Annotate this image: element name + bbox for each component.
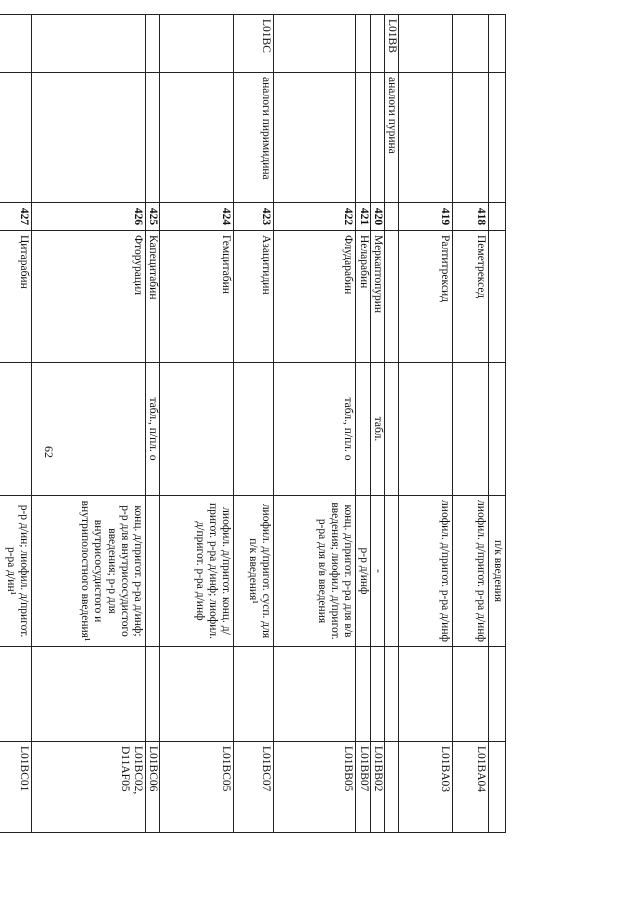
header-cell [489,231,506,363]
table-row [146,15,160,833]
table-row [453,15,489,833]
drug-name-cell: Неларабин [356,231,370,363]
oral-form-cell: табл., п/пл. о [274,363,356,496]
group-cell [399,73,453,203]
table-row [356,15,370,833]
empty-cell [146,647,160,742]
code-cell [274,15,356,73]
header-cell [489,363,506,496]
table-row [234,15,274,833]
atc-code-cell: L01BC01 [0,742,32,833]
table-row [399,15,453,833]
code-cell [453,15,489,73]
code-cell [146,15,160,73]
table-row [160,15,234,833]
injection-form-cell: р-р д/инф [356,496,370,647]
code-cell [0,15,32,73]
number-cell: 425 [146,203,160,231]
number-cell: 421 [356,203,370,231]
drug-name-cell: Ралтитрексид [399,231,453,363]
code-cell [370,15,384,73]
header-cell [489,73,506,203]
injection-form-cell [146,496,160,647]
oral-form-cell [234,363,274,496]
injection-form-cell: лиофил. д/пригот. р-ра д/инф [399,496,453,647]
number-cell: 418 [453,203,489,231]
table-row [370,15,384,833]
group-cell [146,73,160,203]
code-cell: L01BB [384,15,398,73]
drug-name-cell: Меркаптопурин [370,231,384,363]
number-cell: 427 [0,203,32,231]
empty-cell [32,647,146,742]
drug-name-cell: Гемцитабин [160,231,234,363]
number-cell: 422 [274,203,356,231]
empty-cell [453,647,489,742]
form-header: п/к введения [489,496,506,647]
drug-name-cell: Флударабин [274,231,356,363]
oral-form-cell [453,363,489,496]
atc-code-cell: L01BB02 [370,742,384,833]
injection-form-cell [384,496,398,647]
injection-form-cell: - [370,496,384,647]
injection-form-cell: конц. д/пригот. р-ра для в/в введения; лиофил. д/пригот. р-ра для в/в введения [274,496,356,647]
atc-code-cell: L01BB05 [274,742,356,833]
drug-name-cell: Азацитидин [234,231,274,363]
header-cell [489,742,506,833]
atc-code-cell: L01BA04 [453,742,489,833]
table-row [274,15,356,833]
empty-cell [384,647,398,742]
empty-cell [370,647,384,742]
atc-code-cell: L01BB07 [356,742,370,833]
empty-cell [0,647,32,742]
group-cell [453,73,489,203]
table-row [384,15,398,833]
code-cell [399,15,453,73]
drug-name-cell: Цитарабин [0,231,32,363]
group-cell [274,73,356,203]
injection-form-cell: лиофил. д/пригот. конц. д/пригот. р-ра д/инф; лиофил. д/пригот. р-ра д/инф [160,496,234,647]
group-cell [0,73,32,203]
header-row [489,15,506,833]
empty-cell [356,647,370,742]
drug-name-cell: Фторурацил [32,231,146,363]
oral-form-cell [160,363,234,496]
group-cell: аналоги пурина [384,73,398,203]
drug-name-cell [384,231,398,363]
oral-form-cell [384,363,398,496]
number-cell: 419 [399,203,453,231]
oral-form-cell [0,363,32,496]
table-row [0,15,32,833]
number-cell [384,203,398,231]
group-cell [160,73,234,203]
empty-cell [274,647,356,742]
number-cell: 423 [234,203,274,231]
code-cell [160,15,234,73]
empty-cell [234,647,274,742]
group-cell [370,73,384,203]
code-cell: L01BC [234,15,274,73]
oral-form-cell [32,363,146,496]
atc-code-cell: L01BC06 [146,742,160,833]
atc-code-cell: L01BA03 [399,742,453,833]
group-cell: аналоги пиримидина [234,73,274,203]
number-cell: 426 [32,203,146,231]
number-cell: 420 [370,203,384,231]
injection-form-cell: лиофил. д/пригот. р-ра д/инф [453,496,489,647]
atc-code-cell: L01BC07 [234,742,274,833]
oral-form-cell [356,363,370,496]
group-cell [356,73,370,203]
empty-cell [399,647,453,742]
atc-code-cell: L01BC05 [160,742,234,833]
drug-table [0,14,506,833]
drug-name-cell: Пеметрексед [453,231,489,363]
header-cell [489,15,506,73]
injection-form-cell: конц. д/пригот. р-ра д/инф; р-р для внутрисосудистого введения; р-р для внутрисосудистого и внутриполостного введения¹ [32,496,146,647]
drug-name-cell: Капецитабин [146,231,160,363]
atc-code-cell [384,742,398,833]
atc-code-cell: L01BC02, D11AF05 [32,742,146,833]
header-cell [489,647,506,742]
header-cell [489,203,506,231]
oral-form-cell: табл. [370,363,384,496]
injection-form-cell: лиофил. д/пригот. сусп. для п/к введения¹ [234,496,274,647]
oral-form-cell: табл., п/пл. о [146,363,160,496]
page-number: 62 [42,446,56,458]
code-cell [356,15,370,73]
oral-form-cell [399,363,453,496]
table-row [32,15,146,833]
code-cell [32,15,146,73]
group-cell [32,73,146,203]
empty-cell [160,647,234,742]
number-cell: 424 [160,203,234,231]
injection-form-cell: р-р д/ин; лиофил. д/пригот. р-ра д/ин¹ [0,496,32,647]
